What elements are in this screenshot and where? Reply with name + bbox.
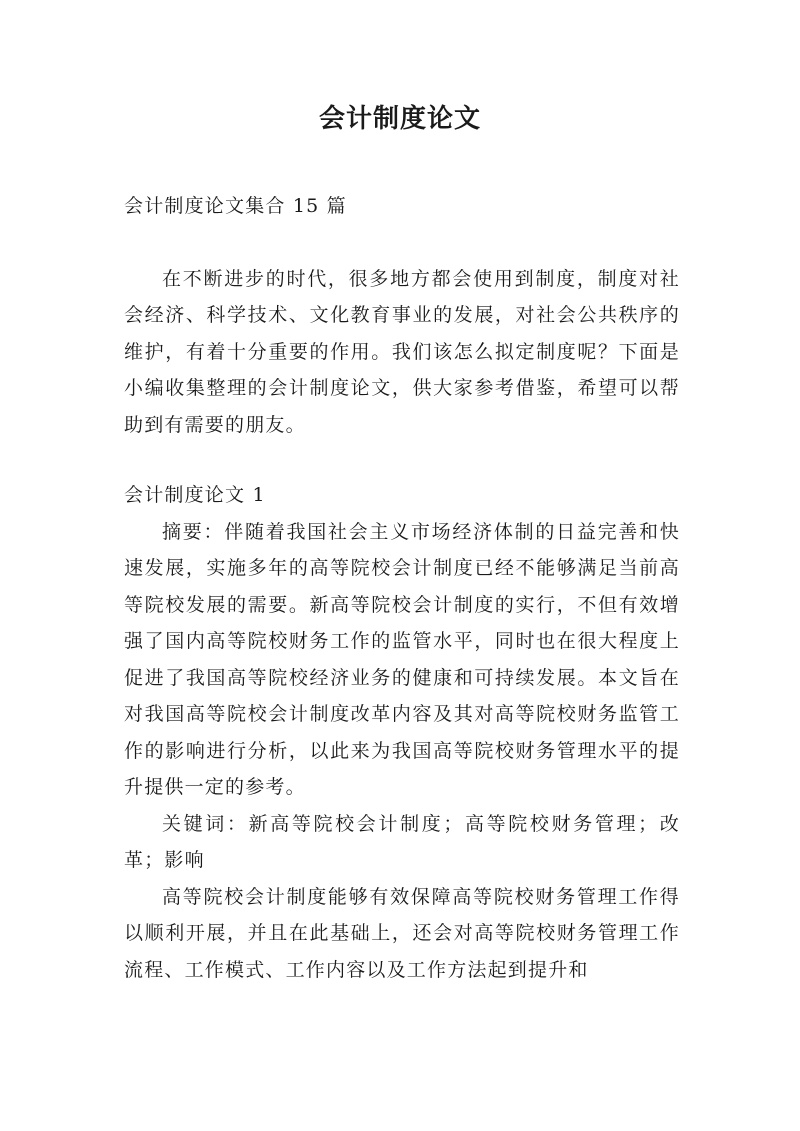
intro-paragraph: 在不断进步的时代，很多地方都会使用到制度，制度对社会经济、科学技术、文化教育事业的发展，对社会公共秩序的维护，有着十分重要的作用。我们该怎么拟定制度呢？下面是小编收集整理的会计制度论文，供大家参考借鉴，希望可以帮助到有需要的朋友。	[124, 267, 680, 436]
abstract-paragraph: 摘要：伴随着我国社会主义市场经济体制的日益完善和快速发展，实施多年的高等院校会计制度已经不能够满足当前高等院校发展的需要。新高等院校会计制度的实行，不但有效增强了国内高等院校财务工作的监管水平，同时也在很大程度上促进了我国高等院校经济业务的健康和可持续发展。本文旨在对我国高等院校会计制度改革内容及其对高等院校财务监管工作的影响进行分析，以此来为我国高等院校财务管理水平的提升提供一定的参考。	[124, 520, 680, 798]
collection-subtitle: 会计制度论文集合 15 篇	[124, 195, 347, 217]
keywords-paragraph: 关键词：新高等院校会计制度；高等院校财务管理；改革；影响	[124, 812, 680, 871]
document-title: 会计制度论文	[318, 104, 481, 134]
body-paragraph: 高等院校会计制度能够有效保障高等院校财务管理工作得以顺利开展，并且在此基础上，还会对高等院校财务管理工作流程、工作模式、工作内容以及工作方法起到提升和	[124, 885, 680, 981]
document-body	[124, 188, 680, 988]
section-heading: 会计制度论文 1	[124, 484, 266, 506]
